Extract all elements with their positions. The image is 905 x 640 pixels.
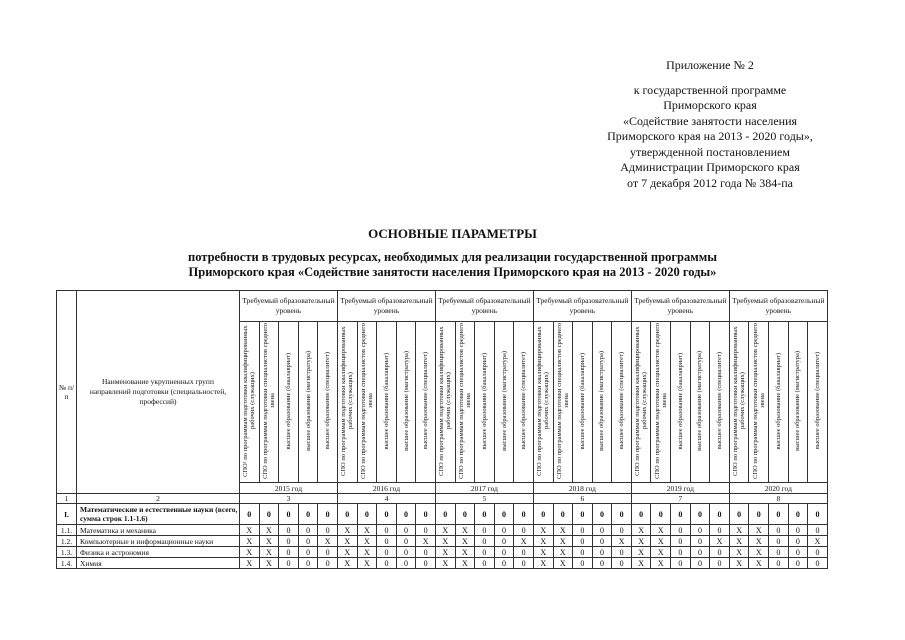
value-cell: 0 — [455, 504, 475, 525]
document-subtitle-line-2: Приморского края «Содействие занятости населения Приморского края на 2013 - 2020 годы» — [188, 265, 717, 279]
value-cell: 0 — [259, 504, 279, 525]
value-cell: 0 — [808, 525, 828, 536]
row-name: Математика и механика — [77, 525, 240, 536]
row-number: 1.2. — [57, 536, 77, 547]
header-required-level: Требуемый образовательный уровень — [729, 291, 827, 322]
value-cell: 0 — [769, 525, 789, 536]
value-cell: 0 — [592, 525, 612, 536]
education-level-label: высшее образование (магистратура) — [304, 351, 312, 451]
education-level-label: СПО по программам подготовки квалифицированных рабочих (служащих) — [634, 326, 649, 476]
header-education-level — [259, 322, 279, 483]
table-row — [57, 558, 828, 569]
value-cell: 0 — [435, 504, 455, 525]
value-cell: 0 — [788, 547, 808, 558]
value-cell: 0 — [788, 558, 808, 569]
column-number-row — [57, 494, 828, 504]
header-education-level — [455, 322, 475, 483]
value-cell: X — [612, 536, 632, 547]
value-cell: 0 — [377, 558, 397, 569]
education-level-label: высшее образование (бакалавриат) — [578, 352, 586, 450]
header-education-level — [533, 322, 553, 483]
value-cell: X — [651, 525, 671, 536]
education-level-label: высшее образование (магистратура) — [794, 351, 802, 451]
value-cell: X — [808, 536, 828, 547]
header-education-level — [416, 322, 436, 483]
education-level-label: высшее образование (магистратура) — [500, 351, 508, 451]
value-cell: X — [455, 547, 475, 558]
value-cell: 0 — [651, 504, 671, 525]
header-education-level — [240, 322, 260, 483]
education-level-label: высшее образование (бакалавриат) — [676, 352, 684, 450]
value-cell: 0 — [690, 504, 710, 525]
value-cell: X — [416, 536, 436, 547]
value-cell: 0 — [475, 558, 495, 569]
value-cell: X — [240, 547, 260, 558]
column-number: 4 — [337, 494, 435, 504]
row-name: Математические и естественные науки (всего, сумма строк 1.1-1.6) — [77, 504, 240, 525]
value-cell: 0 — [769, 558, 789, 569]
value-cell: 0 — [494, 547, 514, 558]
value-cell: 0 — [788, 525, 808, 536]
value-cell: 0 — [788, 504, 808, 525]
value-cell: 0 — [318, 547, 338, 558]
value-cell: X — [631, 547, 651, 558]
appendix-line: утвержденной постановлением — [630, 144, 790, 159]
value-cell: 0 — [318, 525, 338, 536]
value-cell: X — [631, 536, 651, 547]
value-cell: 0 — [396, 547, 416, 558]
value-cell: 0 — [671, 547, 691, 558]
value-cell: 0 — [396, 536, 416, 547]
value-cell: X — [357, 558, 377, 569]
value-cell: X — [533, 536, 553, 547]
value-cell: 0 — [573, 504, 593, 525]
header-education-level — [612, 322, 632, 483]
value-cell: 0 — [377, 525, 397, 536]
value-cell: 0 — [396, 504, 416, 525]
column-number: 6 — [533, 494, 631, 504]
value-cell: 0 — [298, 558, 318, 569]
value-cell: 0 — [729, 504, 749, 525]
table-row — [57, 536, 828, 547]
column-number: 2 — [77, 494, 240, 504]
value-cell: X — [533, 547, 553, 558]
value-cell: X — [357, 536, 377, 547]
header-education-level — [435, 322, 455, 483]
value-cell: X — [651, 558, 671, 569]
value-cell: 0 — [298, 536, 318, 547]
value-cell: 0 — [671, 525, 691, 536]
value-cell: X — [259, 525, 279, 536]
value-cell: 0 — [240, 504, 260, 525]
value-cell: 0 — [494, 558, 514, 569]
value-cell: X — [240, 536, 260, 547]
value-cell: X — [631, 558, 651, 569]
header-year: 2018 год — [533, 483, 631, 494]
value-cell: 0 — [396, 558, 416, 569]
value-cell: X — [631, 525, 651, 536]
header-required-level: Требуемый образовательный уровень — [533, 291, 631, 322]
value-cell: 0 — [690, 547, 710, 558]
appendix-line: Приморского края на 2013 - 2020 годы», — [607, 129, 813, 143]
education-level-label: СПО по программам подготовки специалистов среднего звена — [457, 323, 472, 479]
value-cell: 0 — [416, 558, 436, 569]
value-cell: 0 — [612, 558, 632, 569]
value-cell: 0 — [592, 536, 612, 547]
value-cell: X — [435, 536, 455, 547]
header-education-level — [592, 322, 612, 483]
value-cell: 0 — [514, 525, 534, 536]
value-cell: X — [337, 558, 357, 569]
value-cell: X — [710, 536, 730, 547]
value-cell: 0 — [749, 504, 769, 525]
document-subtitle-line-1: потребности в трудовых ресурсах, необходимых для реализации государственной программы — [188, 250, 717, 264]
header-education-level — [729, 322, 749, 483]
value-cell: X — [553, 547, 573, 558]
education-level-label: СПО по программам подготовки квалифицированных рабочих (служащих) — [732, 326, 747, 476]
value-cell: X — [553, 536, 573, 547]
value-cell: 0 — [416, 504, 436, 525]
header-required-level: Требуемый образовательный уровень — [337, 291, 435, 322]
value-cell: 0 — [612, 504, 632, 525]
education-level-label: высшее образование (специалитет) — [324, 352, 332, 450]
value-cell: 0 — [553, 504, 573, 525]
value-cell: 0 — [788, 536, 808, 547]
education-level-label: высшее образование (магистратура) — [402, 351, 410, 451]
value-cell: 0 — [533, 504, 553, 525]
header-year: 2015 год — [240, 483, 338, 494]
education-level-label: высшее образование (специалитет) — [422, 352, 430, 450]
header-education-level — [377, 322, 397, 483]
value-cell: 0 — [710, 525, 730, 536]
header-education-level — [475, 322, 495, 483]
value-cell: 0 — [808, 558, 828, 569]
value-cell: X — [240, 558, 260, 569]
value-cell: 0 — [475, 536, 495, 547]
value-cell: X — [357, 547, 377, 558]
education-level-label: высшее образование (магистратура) — [598, 351, 606, 451]
value-cell: 0 — [808, 504, 828, 525]
table-row — [57, 504, 828, 525]
value-cell: X — [749, 536, 769, 547]
value-cell: X — [435, 525, 455, 536]
header-year: 2017 год — [435, 483, 533, 494]
value-cell: 0 — [279, 558, 299, 569]
education-level-label: высшее образование (бакалавриат) — [774, 352, 782, 450]
education-level-label: СПО по программам подготовки квалифицированных рабочих (служащих) — [536, 326, 551, 476]
value-cell: X — [553, 558, 573, 569]
value-cell: 0 — [357, 504, 377, 525]
education-level-label: СПО по программам подготовки специалистов среднего звена — [359, 323, 374, 479]
value-cell: 0 — [573, 547, 593, 558]
header-year: 2016 год — [337, 483, 435, 494]
header-required-level: Требуемый образовательный уровень — [631, 291, 729, 322]
header-education-level — [651, 322, 671, 483]
value-cell: X — [435, 547, 455, 558]
value-cell: 0 — [298, 525, 318, 536]
appendix-block — [560, 58, 860, 191]
value-cell: X — [729, 536, 749, 547]
header-education-level — [573, 322, 593, 483]
header-education-level — [690, 322, 710, 483]
value-cell: X — [435, 558, 455, 569]
value-cell: 0 — [298, 504, 318, 525]
value-cell: X — [749, 525, 769, 536]
value-cell: 0 — [690, 558, 710, 569]
appendix-line: от 7 декабря 2012 года № 384-па — [626, 175, 794, 190]
value-cell: 0 — [318, 558, 338, 569]
appendix-line: Приморского края — [663, 98, 757, 112]
header-education-level — [279, 322, 299, 483]
value-cell: X — [259, 558, 279, 569]
value-cell: 0 — [592, 504, 612, 525]
value-cell: X — [651, 547, 671, 558]
value-cell: 0 — [808, 547, 828, 558]
value-cell: X — [749, 558, 769, 569]
value-cell: 0 — [475, 547, 495, 558]
row-number: 1.1. — [57, 525, 77, 536]
value-cell: 0 — [592, 558, 612, 569]
header-year: 2020 год — [729, 483, 827, 494]
value-cell: X — [749, 547, 769, 558]
value-cell: 0 — [573, 536, 593, 547]
value-cell: X — [337, 536, 357, 547]
table-row — [57, 547, 828, 558]
value-cell: X — [259, 536, 279, 547]
education-level-label: СПО по программам подготовки специалистов среднего звена — [555, 323, 570, 479]
header-row-number: № п/п — [57, 291, 77, 494]
value-cell: 0 — [769, 536, 789, 547]
row-number: I. — [57, 504, 77, 525]
column-number: 5 — [435, 494, 533, 504]
header-education-level — [514, 322, 534, 483]
column-number: 1 — [57, 494, 77, 504]
value-cell: 0 — [769, 547, 789, 558]
value-cell: X — [651, 536, 671, 547]
value-cell: 0 — [671, 504, 691, 525]
header-education-level — [671, 322, 691, 483]
header-education-level — [788, 322, 808, 483]
appendix-line: к государственной программе — [633, 82, 787, 97]
value-cell: 0 — [769, 504, 789, 525]
value-cell: X — [318, 536, 338, 547]
value-cell: 0 — [416, 525, 436, 536]
value-cell: 0 — [337, 504, 357, 525]
value-cell: X — [533, 558, 553, 569]
education-level-label: высшее образование (специалитет) — [814, 352, 822, 450]
education-level-label: высшее образование (специалитет) — [716, 352, 724, 450]
value-cell: 0 — [279, 504, 299, 525]
value-cell: 0 — [279, 525, 299, 536]
header-education-level — [631, 322, 651, 483]
value-cell: 0 — [573, 558, 593, 569]
value-cell: 0 — [514, 504, 534, 525]
value-cell: 0 — [279, 547, 299, 558]
value-cell: 0 — [514, 558, 534, 569]
header-required-level: Требуемый образовательный уровень — [240, 291, 338, 322]
value-cell: 0 — [631, 504, 651, 525]
header-education-level — [553, 322, 573, 483]
value-cell: X — [729, 558, 749, 569]
value-cell: 0 — [710, 558, 730, 569]
value-cell: X — [729, 525, 749, 536]
header-required-level: Требуемый образовательный уровень — [435, 291, 533, 322]
value-cell: X — [455, 558, 475, 569]
value-cell: X — [729, 547, 749, 558]
value-cell: X — [259, 547, 279, 558]
value-cell: 0 — [612, 525, 632, 536]
value-cell: X — [455, 536, 475, 547]
value-cell: 0 — [298, 547, 318, 558]
value-cell: 0 — [671, 536, 691, 547]
header-group-name: Наименование укрупненных групп направлений подготовки (специальностей, профессий) — [77, 291, 240, 494]
value-cell: 0 — [612, 547, 632, 558]
value-cell: 0 — [710, 504, 730, 525]
document-title: ОСНОВНЫЕ ПАРАМЕТРЫ — [368, 226, 537, 241]
value-cell: X — [533, 525, 553, 536]
value-cell: 0 — [494, 525, 514, 536]
value-cell: 0 — [514, 547, 534, 558]
header-education-level — [808, 322, 828, 483]
header-education-level — [298, 322, 318, 483]
value-cell: X — [337, 547, 357, 558]
header-education-level — [769, 322, 789, 483]
appendix-line: Администрации Приморского края — [620, 160, 800, 174]
value-cell: X — [357, 525, 377, 536]
value-cell: X — [337, 525, 357, 536]
education-level-label: СПО по программам подготовки квалифицированных рабочих (служащих) — [340, 326, 355, 476]
header-education-level — [710, 322, 730, 483]
header-education-level — [396, 322, 416, 483]
value-cell: 0 — [690, 536, 710, 547]
value-cell: 0 — [592, 547, 612, 558]
education-level-label: высшее образование (магистратура) — [696, 351, 704, 451]
value-cell: 0 — [377, 536, 397, 547]
row-number: 1.4. — [57, 558, 77, 569]
header-education-level — [318, 322, 338, 483]
header-education-level — [494, 322, 514, 483]
education-level-label: высшее образование (специалитет) — [520, 352, 528, 450]
header-education-level — [749, 322, 769, 483]
row-name: Физика и астрономия — [77, 547, 240, 558]
value-cell: 0 — [710, 547, 730, 558]
education-level-label: высшее образование (специалитет) — [618, 352, 626, 450]
column-number: 7 — [631, 494, 729, 504]
value-cell: X — [553, 525, 573, 536]
value-cell: X — [240, 525, 260, 536]
header-education-level — [337, 322, 357, 483]
column-number: 8 — [729, 494, 827, 504]
table-row — [57, 525, 828, 536]
value-cell: 0 — [377, 504, 397, 525]
education-level-label: СПО по программам подготовки специалистов среднего звена — [261, 323, 276, 479]
value-cell: 0 — [416, 547, 436, 558]
appendix-line: «Содействие занятости населения — [622, 113, 798, 128]
education-level-label: СПО по программам подготовки специалистов среднего звена — [653, 323, 668, 479]
value-cell: 0 — [318, 504, 338, 525]
education-level-label: высшее образование (бакалавриат) — [480, 352, 488, 450]
education-level-label: СПО по программам подготовки квалифицированных рабочих (служащих) — [438, 326, 453, 476]
education-level-label: высшее образование (бакалавриат) — [382, 352, 390, 450]
value-cell: 0 — [279, 536, 299, 547]
value-cell: 0 — [690, 525, 710, 536]
education-level-label: высшее образование (бакалавриат) — [284, 352, 292, 450]
header-year: 2019 год — [631, 483, 729, 494]
value-cell: 0 — [377, 547, 397, 558]
education-level-label: СПО по программам подготовки специалистов среднего звена — [751, 323, 766, 479]
header-education-level — [357, 322, 377, 483]
row-name: Компьютерные и информационные науки — [77, 536, 240, 547]
value-cell: 0 — [494, 504, 514, 525]
row-name: Химия — [77, 558, 240, 569]
value-cell: 0 — [573, 525, 593, 536]
value-cell: 0 — [475, 504, 495, 525]
value-cell: X — [514, 536, 534, 547]
parameters-table — [56, 290, 828, 569]
value-cell: 0 — [494, 536, 514, 547]
row-number: 1.3. — [57, 547, 77, 558]
education-level-label: СПО¹ по программам подготовки квалифицированных рабочих (служащих) — [242, 325, 257, 477]
appendix-title: Приложение № 2 — [666, 58, 754, 72]
value-cell: 0 — [396, 525, 416, 536]
value-cell: X — [455, 525, 475, 536]
value-cell: 0 — [475, 525, 495, 536]
value-cell: 0 — [671, 558, 691, 569]
column-number: 3 — [240, 494, 338, 504]
